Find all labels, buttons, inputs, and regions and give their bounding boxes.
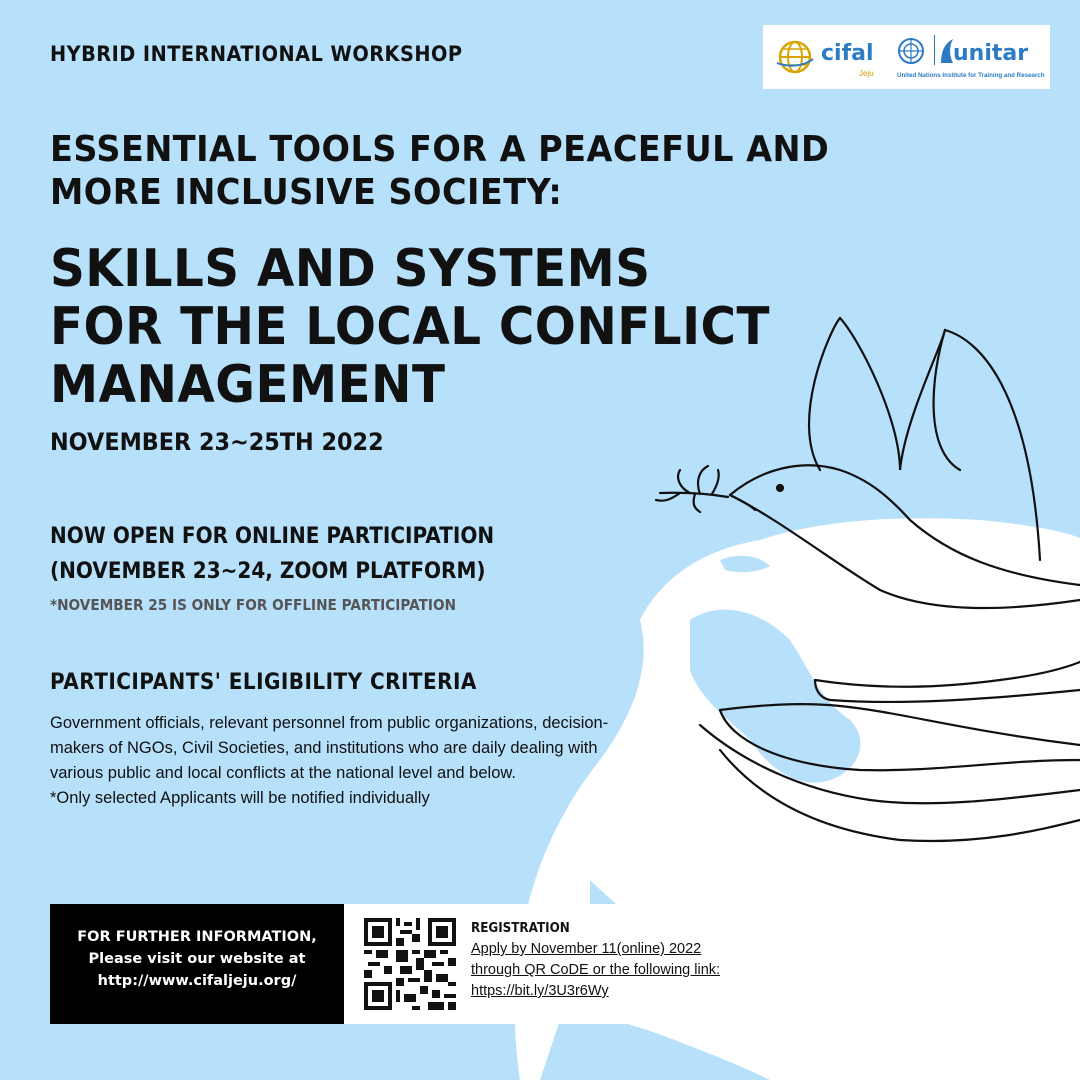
un-emblem-icon [895,35,927,67]
partner-logos [763,25,1050,89]
registration-url[interactable]: https://bit.ly/3U3r6Wy [471,983,609,999]
registration-box [344,904,769,1024]
further-info-box [50,904,344,1024]
online-participation [50,519,494,589]
unitar-logo-subtext: United Nations Institute for Training and Research [897,72,1045,79]
registration-title: REGISTRATION [471,921,570,936]
event-subtitle-line: FOR THE LOCAL CONFLICT [50,297,770,357]
eligibility-title: PARTICIPANTS' ELIGIBILITY CRITERIA [50,670,477,695]
offline-note: *NOVEMBER 25 IS ONLY FOR OFFLINE PARTICIPATION [50,596,457,614]
registration-line[interactable]: through QR CoDE or the following link: [471,962,721,978]
unitar-logo-text: unitar [953,41,1029,66]
event-title [50,128,829,214]
cifal-logo-subtext: Jeju [859,69,874,78]
logo-divider [934,35,935,65]
cifal-logo-text: cifal [821,41,874,66]
online-line: NOW OPEN FOR ONLINE PARTICIPATION [50,524,495,549]
event-dates: NOVEMBER 23~25TH 2022 [50,428,384,456]
event-title-line: MORE INCLUSIVE SOCIETY: [50,172,563,213]
workshop-kicker: HYBRID INTERNATIONAL WORKSHOP [50,42,463,66]
event-subtitle-line: MANAGEMENT [50,355,446,415]
qr-code-icon[interactable] [364,918,456,1010]
info-line: FOR FURTHER INFORMATION, [77,929,317,945]
event-title-line: ESSENTIAL TOOLS FOR A PEACEFUL AND [50,129,830,170]
event-subtitle-line: SKILLS AND SYSTEMS [50,239,651,299]
eligibility-notice: *Only selected Applicants will be notified individually [50,789,430,807]
website-link[interactable]: http://www.cifaljeju.org/ [97,973,297,989]
online-line: (NOVEMBER 23~24, ZOOM PLATFORM) [50,559,486,584]
eligibility-text: Government officials, relevant personnel from public organizations, decision-makers of NGOs, Civil Societies, and institutions who are daily dealing with various public and local conflicts at the national level and below. [50,714,609,782]
event-subtitle [50,240,770,414]
eligibility-body [50,711,610,811]
registration-line[interactable]: Apply by November 11(online) 2022 [471,941,702,957]
cifal-globe-icon [775,37,815,77]
registration-link[interactable] [471,939,720,1002]
info-line: Please visit our website at [88,951,306,967]
